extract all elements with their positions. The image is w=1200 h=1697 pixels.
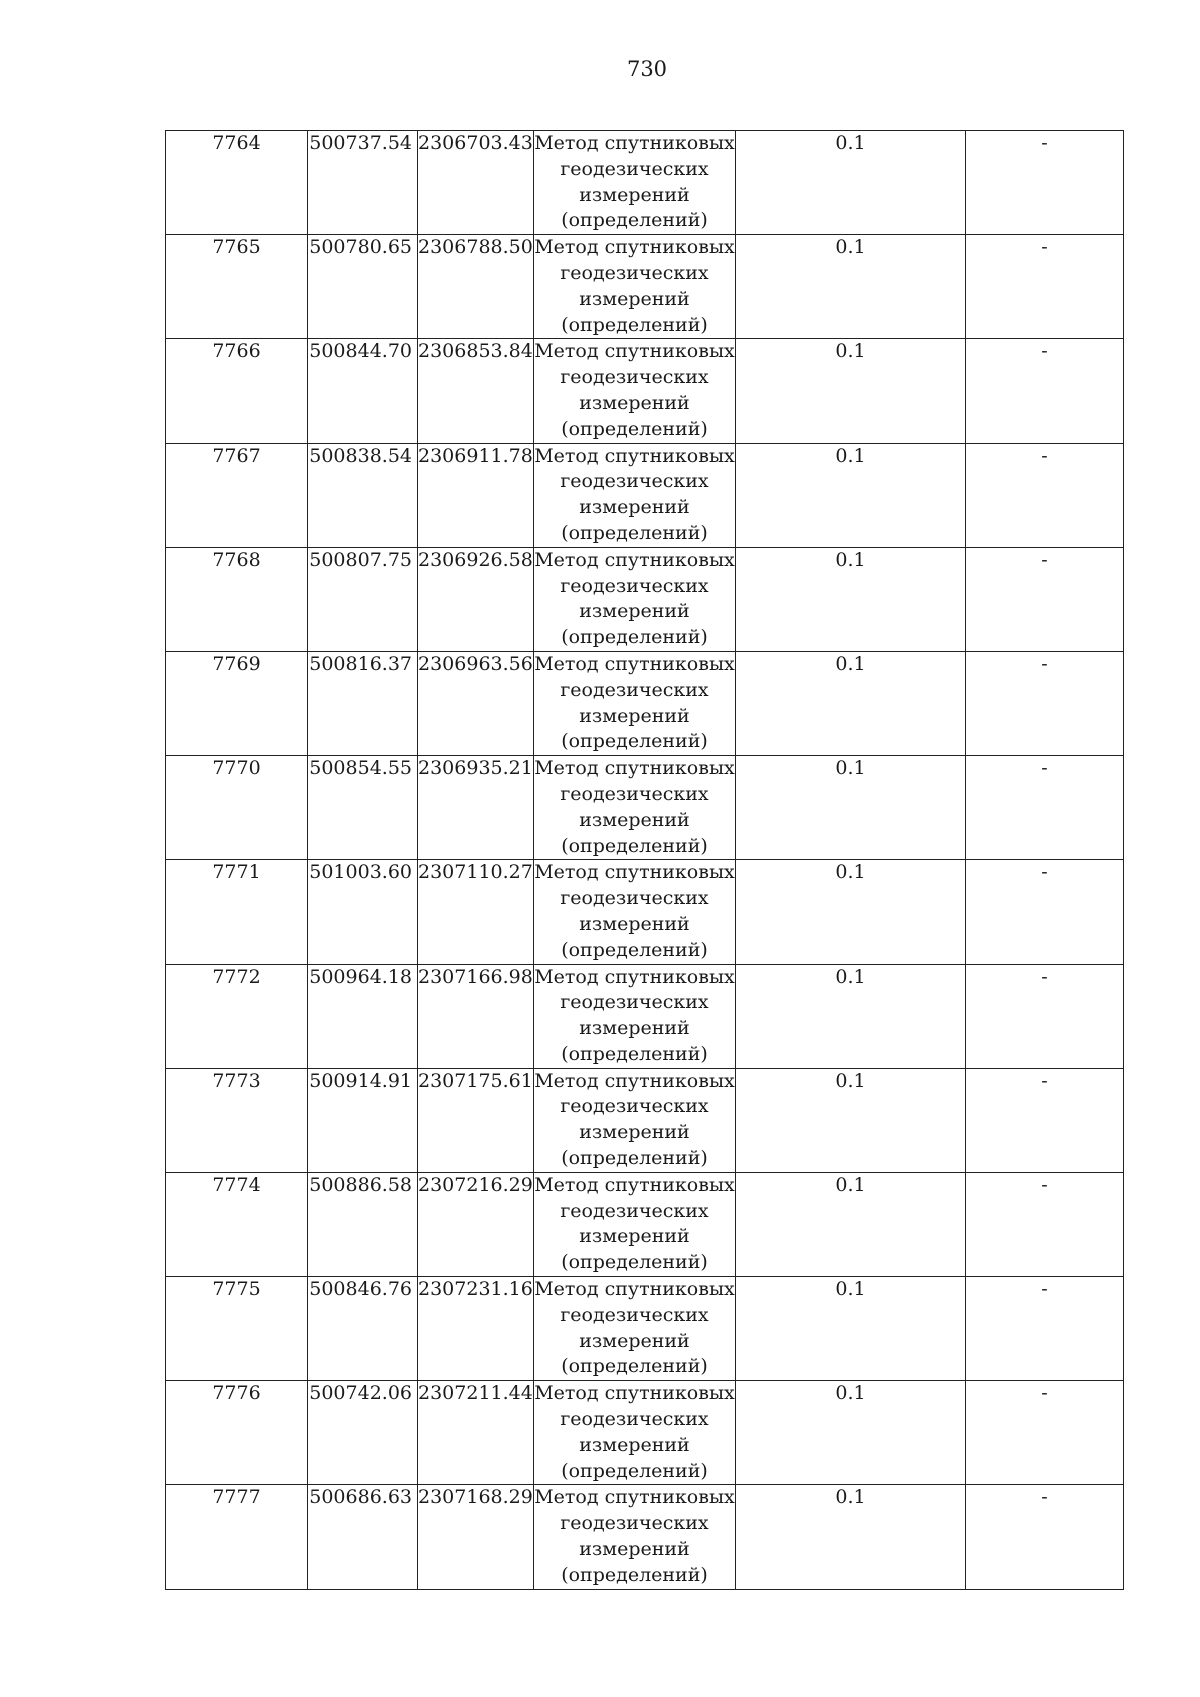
point-number-cell: 7772 xyxy=(166,964,308,1068)
x-coordinate-cell: 501003.60 xyxy=(308,860,418,964)
precision-cell: 0.1 xyxy=(736,860,966,964)
method-cell xyxy=(534,131,736,235)
x-coordinate-cell: 500844.70 xyxy=(308,339,418,443)
x-coordinate-cell: 500686.63 xyxy=(308,1485,418,1589)
method-line: (определений) xyxy=(561,730,708,753)
method-line: измерений xyxy=(579,1538,690,1561)
method-line: Метод спутниковых xyxy=(534,1278,735,1301)
y-coordinate-cell: 2307231.16 xyxy=(418,1277,534,1381)
method-text xyxy=(534,235,735,338)
method-line: геодезических xyxy=(560,782,709,805)
precision-cell: 0.1 xyxy=(736,1172,966,1276)
method-line: Метод спутниковых xyxy=(534,861,735,884)
method-cell xyxy=(534,1068,736,1172)
point-number-cell: 7765 xyxy=(166,235,308,339)
method-line: измерений xyxy=(579,600,690,623)
point-number-cell: 7775 xyxy=(166,1277,308,1381)
point-number-cell: 7769 xyxy=(166,651,308,755)
table-row xyxy=(166,860,1124,964)
method-text xyxy=(534,548,735,651)
method-line: геодезических xyxy=(560,470,709,493)
point-number-cell: 7764 xyxy=(166,131,308,235)
description-cell: - xyxy=(966,547,1124,651)
point-number-cell: 7766 xyxy=(166,339,308,443)
description-cell: - xyxy=(966,235,1124,339)
point-number-cell: 7768 xyxy=(166,547,308,651)
precision-cell: 0.1 xyxy=(736,339,966,443)
method-cell xyxy=(534,860,736,964)
method-text xyxy=(534,1173,735,1276)
y-coordinate-cell: 2307110.27 xyxy=(418,860,534,964)
method-line: измерений xyxy=(579,1225,690,1248)
description-cell: - xyxy=(966,860,1124,964)
method-line: Метод спутниковых xyxy=(534,340,735,363)
method-text xyxy=(534,965,735,1068)
method-line: (определений) xyxy=(561,209,708,232)
x-coordinate-cell: 500964.18 xyxy=(308,964,418,1068)
page-number: 730 xyxy=(626,57,668,81)
description-cell: - xyxy=(966,1068,1124,1172)
method-text xyxy=(534,1277,735,1380)
table-row xyxy=(166,1068,1124,1172)
method-cell xyxy=(534,1277,736,1381)
precision-cell: 0.1 xyxy=(736,1068,966,1172)
description-cell: - xyxy=(966,443,1124,547)
method-cell xyxy=(534,339,736,443)
coordinates-table-body xyxy=(166,131,1124,1590)
y-coordinate-cell: 2307168.29 xyxy=(418,1485,534,1589)
method-line: измерений xyxy=(579,704,690,727)
table-row xyxy=(166,1485,1124,1589)
y-coordinate-cell: 2307216.29 xyxy=(418,1172,534,1276)
description-cell: - xyxy=(966,1485,1124,1589)
precision-cell: 0.1 xyxy=(736,1485,966,1589)
method-line: (определений) xyxy=(561,1251,708,1274)
method-line: измерений xyxy=(579,808,690,831)
x-coordinate-cell: 500838.54 xyxy=(308,443,418,547)
table-row xyxy=(166,443,1124,547)
method-line: геодезических xyxy=(560,574,709,597)
x-coordinate-cell: 500846.76 xyxy=(308,1277,418,1381)
method-cell xyxy=(534,756,736,860)
table-row xyxy=(166,964,1124,1068)
method-line: геодезических xyxy=(560,1095,709,1118)
description-cell: - xyxy=(966,964,1124,1068)
y-coordinate-cell: 2307211.44 xyxy=(418,1381,534,1485)
method-text xyxy=(534,860,735,963)
description-cell: - xyxy=(966,651,1124,755)
method-line: (определений) xyxy=(561,417,708,440)
point-number-cell: 7767 xyxy=(166,443,308,547)
precision-cell: 0.1 xyxy=(736,547,966,651)
method-line: геодезических xyxy=(560,1408,709,1431)
method-line: геодезических xyxy=(560,887,709,910)
y-coordinate-cell: 2307166.98 xyxy=(418,964,534,1068)
method-line: Метод спутниковых xyxy=(534,757,735,780)
point-number-cell: 7773 xyxy=(166,1068,308,1172)
method-line: геодезических xyxy=(560,991,709,1014)
y-coordinate-cell: 2306703.43 xyxy=(418,131,534,235)
y-coordinate-cell: 2306911.78 xyxy=(418,443,534,547)
method-cell xyxy=(534,1172,736,1276)
method-text xyxy=(534,1485,735,1588)
method-line: Метод спутниковых xyxy=(534,444,735,467)
method-line: Метод спутниковых xyxy=(534,548,735,571)
method-line: геодезических xyxy=(560,366,709,389)
table-row xyxy=(166,651,1124,755)
precision-cell: 0.1 xyxy=(736,1277,966,1381)
table-row xyxy=(166,339,1124,443)
method-line: геодезических xyxy=(560,1199,709,1222)
method-line: Метод спутниковых xyxy=(534,1486,735,1509)
method-cell xyxy=(534,1485,736,1589)
method-line: измерений xyxy=(579,1017,690,1040)
method-line: геодезических xyxy=(560,678,709,701)
y-coordinate-cell: 2307175.61 xyxy=(418,1068,534,1172)
description-cell: - xyxy=(966,756,1124,860)
method-line: измерений xyxy=(579,1433,690,1456)
method-line: Метод спутниковых xyxy=(534,1069,735,1092)
y-coordinate-cell: 2306935.21 xyxy=(418,756,534,860)
point-number-cell: 7771 xyxy=(166,860,308,964)
point-number-cell: 7770 xyxy=(166,756,308,860)
method-cell xyxy=(534,443,736,547)
method-line: Метод спутниковых xyxy=(534,1173,735,1196)
method-line: (определений) xyxy=(561,521,708,544)
method-line: Метод спутниковых xyxy=(534,965,735,988)
method-cell xyxy=(534,964,736,1068)
method-text xyxy=(534,339,735,442)
method-line: измерений xyxy=(579,1329,690,1352)
table-row xyxy=(166,756,1124,860)
x-coordinate-cell: 500816.37 xyxy=(308,651,418,755)
x-coordinate-cell: 500742.06 xyxy=(308,1381,418,1485)
method-cell xyxy=(534,651,736,755)
x-coordinate-cell: 500807.75 xyxy=(308,547,418,651)
method-line: измерений xyxy=(579,496,690,519)
table-row xyxy=(166,1277,1124,1381)
method-line: измерений xyxy=(579,912,690,935)
method-text xyxy=(534,1381,735,1484)
x-coordinate-cell: 500737.54 xyxy=(308,131,418,235)
description-cell: - xyxy=(966,339,1124,443)
method-line: (определений) xyxy=(561,834,708,857)
method-text xyxy=(534,131,735,234)
method-line: (определений) xyxy=(561,1042,708,1065)
table-row xyxy=(166,547,1124,651)
y-coordinate-cell: 2306963.56 xyxy=(418,651,534,755)
method-line: Метод спутниковых xyxy=(534,1382,735,1405)
x-coordinate-cell: 500854.55 xyxy=(308,756,418,860)
method-line: измерений xyxy=(579,287,690,310)
method-line: Метод спутниковых xyxy=(534,236,735,259)
precision-cell: 0.1 xyxy=(736,235,966,339)
precision-cell: 0.1 xyxy=(736,1381,966,1485)
method-line: (определений) xyxy=(561,1147,708,1170)
table-row xyxy=(166,1381,1124,1485)
method-line: (определений) xyxy=(561,1459,708,1482)
method-text xyxy=(534,1069,735,1172)
precision-cell: 0.1 xyxy=(736,756,966,860)
y-coordinate-cell: 2306926.58 xyxy=(418,547,534,651)
method-line: Метод спутниковых xyxy=(534,652,735,675)
method-cell xyxy=(534,1381,736,1485)
precision-cell: 0.1 xyxy=(736,964,966,1068)
description-cell: - xyxy=(966,1172,1124,1276)
table-row xyxy=(166,1172,1124,1276)
table-row xyxy=(166,131,1124,235)
method-line: (определений) xyxy=(561,1563,708,1586)
x-coordinate-cell: 500780.65 xyxy=(308,235,418,339)
method-line: (определений) xyxy=(561,938,708,961)
coordinates-table xyxy=(165,130,1124,1590)
method-line: (определений) xyxy=(561,313,708,336)
method-line: геодезических xyxy=(560,157,709,180)
y-coordinate-cell: 2306788.50 xyxy=(418,235,534,339)
x-coordinate-cell: 500914.91 xyxy=(308,1068,418,1172)
method-line: измерений xyxy=(579,183,690,206)
table-row xyxy=(166,235,1124,339)
method-text xyxy=(534,756,735,859)
method-line: геодезических xyxy=(560,261,709,284)
method-line: (определений) xyxy=(561,626,708,649)
method-cell xyxy=(534,235,736,339)
description-cell: - xyxy=(966,131,1124,235)
point-number-cell: 7777 xyxy=(166,1485,308,1589)
precision-cell: 0.1 xyxy=(736,443,966,547)
method-line: измерений xyxy=(579,391,690,414)
precision-cell: 0.1 xyxy=(736,651,966,755)
precision-cell: 0.1 xyxy=(736,131,966,235)
description-cell: - xyxy=(966,1381,1124,1485)
method-line: геодезических xyxy=(560,1303,709,1326)
method-line: измерений xyxy=(579,1121,690,1144)
x-coordinate-cell: 500886.58 xyxy=(308,1172,418,1276)
y-coordinate-cell: 2306853.84 xyxy=(418,339,534,443)
method-line: (определений) xyxy=(561,1355,708,1378)
method-line: геодезических xyxy=(560,1512,709,1535)
method-text xyxy=(534,652,735,755)
method-line: Метод спутниковых xyxy=(534,132,735,154)
point-number-cell: 7774 xyxy=(166,1172,308,1276)
description-cell: - xyxy=(966,1277,1124,1381)
method-cell xyxy=(534,547,736,651)
point-number-cell: 7776 xyxy=(166,1381,308,1485)
method-text xyxy=(534,444,735,547)
